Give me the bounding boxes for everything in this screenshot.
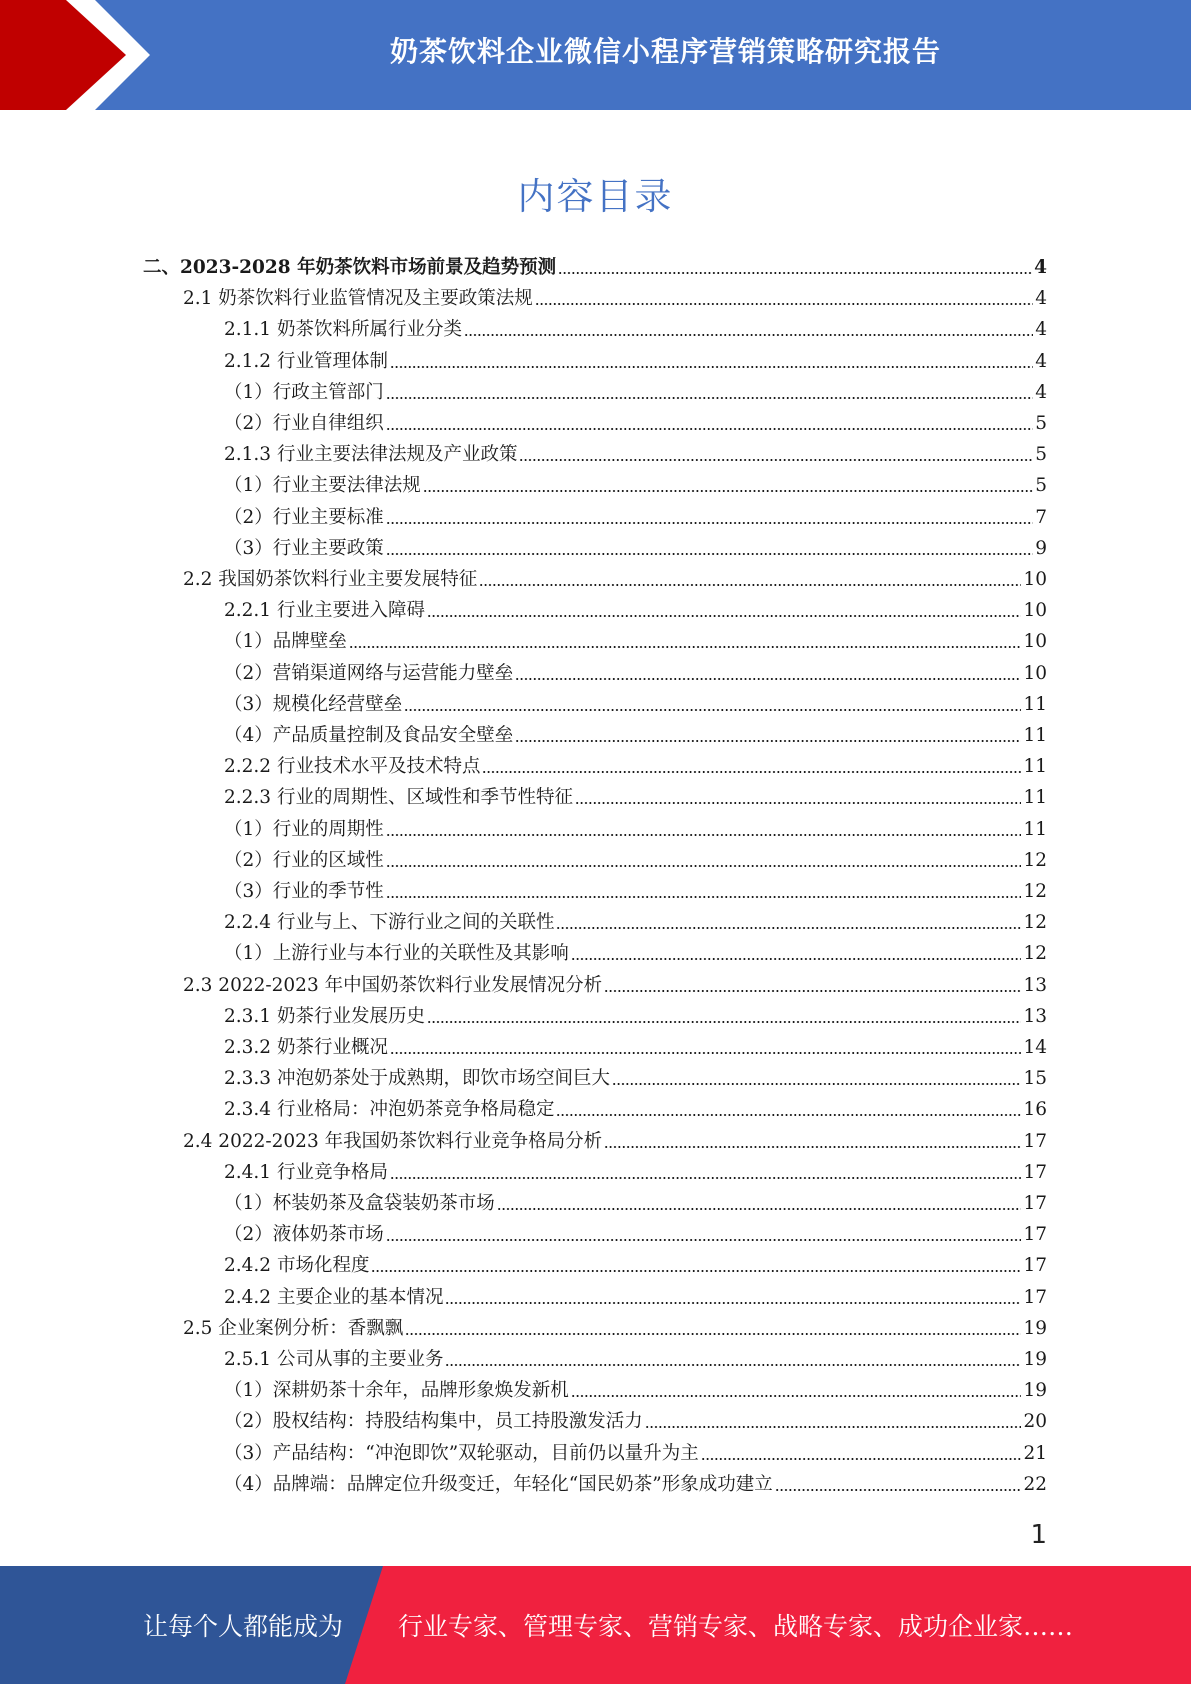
toc-entry[interactable]: [224, 1189, 1047, 1215]
toc-entry-title: 2.4.2 主要企业的基本情况: [224, 1286, 444, 1308]
toc-entry-page: 10: [1023, 600, 1047, 622]
toc-entry-page: 13: [1023, 974, 1047, 996]
toc-dot-leader: [558, 272, 1032, 274]
toc-entry[interactable]: [183, 565, 1047, 591]
toc-entry[interactable]: [224, 1376, 1047, 1402]
toc-entry-title: （3）产品结构：“冲泡即饮”双轮驱动，目前仍以量升为主: [224, 1442, 699, 1464]
toc-dot-leader: [427, 1021, 1021, 1023]
toc-dot-leader: [386, 397, 1033, 399]
toc-entry[interactable]: [183, 971, 1047, 997]
toc-entry-page: 11: [1023, 787, 1047, 809]
toc-entry[interactable]: [224, 1033, 1047, 1059]
toc-entry-title: （1）杯装奶茶及盒袋装奶茶市场: [224, 1193, 495, 1214]
toc-entry[interactable]: [224, 1002, 1047, 1028]
toc-entry[interactable]: [224, 659, 1047, 685]
toc-dot-leader: [701, 1458, 1022, 1460]
toc-entry-title: 二、2023-2028 年奶茶饮料市场前景及趋势预测: [143, 257, 557, 278]
toc-entry-page: 16: [1023, 1099, 1047, 1121]
toc-entry-page: 5: [1035, 413, 1047, 434]
toc-entry-title: （2）液体奶茶市场: [224, 1224, 384, 1246]
toc-entry-page: 10: [1023, 631, 1047, 653]
toc-entry-page: 19: [1023, 1349, 1047, 1370]
toc-dot-leader: [423, 490, 1033, 492]
toc-entry-title: （3）行业主要政策: [224, 537, 384, 559]
toc-entry-title: （2）营销渠道网络与运营能力壁垒: [224, 662, 514, 684]
toc-entry-title: （2）行业的区域性: [224, 849, 384, 871]
toc-entry-page: 13: [1023, 1005, 1047, 1027]
toc-entry-title: 2.2.3 行业的周期性、区域性和季节性特征: [224, 787, 573, 809]
toc-dot-leader: [390, 1177, 1021, 1179]
toc-entry-page: 14: [1023, 1037, 1047, 1058]
toc-entry-page: 19: [1023, 1317, 1047, 1339]
toc-entry-title: （4）品牌端：品牌定位升级变迁，年轻化“国民奶茶”形象成功建立: [224, 1473, 773, 1495]
toc-dot-leader: [386, 1239, 1022, 1241]
toc-entry-page: 22: [1023, 1473, 1047, 1495]
toc-entry-title: 2.5 企业案例分析：香飘飘: [183, 1317, 404, 1339]
toc-entry-title: 2.1 奶茶饮料行业监管情况及主要政策法规: [183, 288, 533, 310]
toc-entry-page: 17: [1023, 1161, 1047, 1183]
page-number: 1: [1030, 1520, 1047, 1550]
toc-entry-page: 9: [1035, 537, 1047, 559]
toc-entry-title: 2.2.4 行业与上、下游行业之间的关联性: [224, 912, 555, 934]
toc-entry-title: 2.2 我国奶茶饮料行业主要发展特征: [183, 569, 478, 590]
toc-entry-page: 10: [1023, 662, 1047, 684]
toc-entry[interactable]: [224, 690, 1047, 716]
toc-entry-title: （1）深耕奶茶十余年，品牌形象焕发新机: [224, 1380, 569, 1402]
toc-dot-leader: [482, 771, 1021, 773]
toc-dot-leader: [386, 865, 1022, 867]
toc-dot-leader: [386, 896, 1022, 898]
toc-dot-leader: [445, 1302, 1021, 1304]
toc-entry-page: 5: [1035, 444, 1047, 466]
toc-entry[interactable]: [224, 1345, 1047, 1371]
toc-entry-title: 2.1.3 行业主要法律法规及产业政策: [224, 444, 518, 466]
toc-entry-page: 12: [1023, 912, 1047, 934]
toc-entry-page: 17: [1023, 1224, 1047, 1246]
toc-dot-leader: [386, 834, 1022, 836]
toc-dot-leader: [405, 1333, 1021, 1335]
toc-dot-leader: [390, 1052, 1021, 1054]
toc-entry-title: 2.3 2022-2023 年中国奶茶饮料行业发展情况分析: [183, 974, 603, 996]
toc-entry-title: （1）品牌壁垒: [224, 631, 347, 653]
toc-entry[interactable]: [224, 1220, 1047, 1246]
toc-entry-title: 2.3.4 行业格局：冲泡奶茶竞争格局稳定: [224, 1099, 555, 1121]
toc-entry-title: 2.2.2 行业技术水平及技术特点: [224, 756, 481, 778]
toc-entry-title: 2.3.3 冲泡奶茶处于成熟期，即饮市场空间巨大: [224, 1068, 610, 1090]
toc-entry-title: （1）上游行业与本行业的关联性及其影响: [224, 943, 569, 965]
toc-entry[interactable]: [224, 1439, 1047, 1465]
toc-entry-page: 21: [1023, 1442, 1047, 1464]
toc-entry-title: 2.3.1 奶茶行业发展历史: [224, 1005, 425, 1027]
footer-band: [0, 1566, 1191, 1684]
toc-entry[interactable]: [224, 877, 1047, 903]
toc-entry[interactable]: [224, 409, 1047, 435]
toc-entry-title: 2.1.1 奶茶饮料所属行业分类: [224, 319, 462, 341]
toc-entry[interactable]: [224, 315, 1047, 341]
toc-entry-page: 20: [1023, 1411, 1047, 1433]
toc-dot-leader: [386, 553, 1033, 555]
toc-dot-leader: [571, 1395, 1022, 1397]
toc-entry-page: 19: [1023, 1380, 1047, 1402]
toc-entry[interactable]: [183, 1127, 1047, 1153]
toc-entry-page: 12: [1023, 943, 1047, 965]
toc-dot-leader: [556, 927, 1021, 929]
toc-entry-title: （1）行政主管部门: [224, 381, 384, 403]
toc-entry-page: 11: [1023, 725, 1047, 746]
toc-entry[interactable]: [224, 1158, 1047, 1184]
toc-entry[interactable]: [224, 1064, 1047, 1090]
toc-dot-leader: [371, 1270, 1021, 1272]
toc-dot-leader: [479, 584, 1021, 586]
toc-entry-title: （2）行业自律组织: [224, 413, 384, 434]
toc-dot-leader: [386, 522, 1033, 524]
toc-dot-leader: [612, 1083, 1021, 1085]
toc-dot-leader: [497, 1208, 1022, 1210]
header-band: [0, 0, 1191, 110]
toc-heading: 内容目录: [517, 175, 674, 218]
toc-entry-title: 2.4.1 行业竞争格局: [224, 1161, 388, 1183]
toc-dot-leader: [645, 1426, 1022, 1428]
toc-dot-leader: [464, 334, 1033, 336]
toc-entry-page: 5: [1035, 475, 1047, 497]
toc-entry-page: 4: [1035, 288, 1047, 310]
toc-dot-leader: [575, 802, 1021, 804]
toc-entry-title: 2.2.1 行业主要进入障碍: [224, 600, 425, 622]
toc-entry-page: 11: [1023, 693, 1047, 715]
toc-entry-page: 17: [1023, 1193, 1047, 1214]
toc-entry-page: 4: [1035, 319, 1047, 341]
toc-entry-page: 12: [1023, 849, 1047, 871]
toc-dot-leader: [515, 740, 1021, 742]
toc-entry[interactable]: [224, 815, 1047, 841]
toc-entry-title: （2）行业主要标准: [224, 506, 384, 528]
toc-dot-leader: [604, 1146, 1021, 1148]
toc-dot-leader: [519, 459, 1033, 461]
toc-entry[interactable]: [224, 1407, 1047, 1433]
toc-entry-title: （1）行业主要法律法规: [224, 475, 421, 497]
toc-entry[interactable]: [224, 378, 1047, 404]
toc-entry-page: 17: [1023, 1286, 1047, 1308]
toc-entry[interactable]: [224, 1283, 1047, 1309]
toc-entry[interactable]: [224, 347, 1047, 373]
toc-entry[interactable]: [143, 253, 1047, 279]
toc-entry-page: 10: [1023, 569, 1047, 590]
toc-entry-title: 2.1.2 行业管理体制: [224, 350, 388, 372]
toc-entry-page: 12: [1023, 881, 1047, 902]
toc-entry-title: 2.5.1 公司从事的主要业务: [224, 1349, 444, 1370]
toc-entry[interactable]: [224, 471, 1047, 497]
toc-entry[interactable]: [224, 534, 1047, 560]
toc-entry[interactable]: [224, 596, 1047, 622]
toc-entry-title: （1）行业的周期性: [224, 818, 384, 840]
toc-entry[interactable]: [224, 783, 1047, 809]
toc-entry[interactable]: [224, 1251, 1047, 1277]
toc-entry-title: （3）行业的季节性: [224, 881, 384, 902]
toc-entry[interactable]: [224, 503, 1047, 529]
toc-dot-leader: [427, 615, 1021, 617]
toc-dot-leader: [535, 303, 1033, 305]
toc-entry-page: 17: [1023, 1130, 1047, 1152]
toc-entry[interactable]: [224, 1470, 1047, 1496]
toc-dot-leader: [775, 1489, 1022, 1491]
toc-dot-leader: [515, 678, 1021, 680]
toc-entry-title: （4）产品质量控制及食品安全壁垒: [224, 725, 514, 746]
toc-entry-title: 2.4 2022-2023 年我国奶茶饮料行业竞争格局分析: [183, 1130, 603, 1152]
toc-dot-leader: [445, 1364, 1021, 1366]
toc-entry-page: 4: [1034, 257, 1047, 278]
toc-entry-page: 11: [1023, 818, 1047, 840]
toc-entry-title: （2）股权结构：持股结构集中，员工持股激发活力: [224, 1411, 643, 1433]
toc-entry[interactable]: [224, 846, 1047, 872]
toc-entry[interactable]: [224, 939, 1047, 965]
toc-entry[interactable]: [224, 721, 1047, 747]
header-arrow-icon: [0, 0, 160, 110]
toc-entry-title: 2.3.2 奶茶行业概况: [224, 1037, 388, 1058]
report-title: 奶茶饮料企业微信小程序营销策略研究报告: [389, 35, 941, 68]
toc-entry[interactable]: [224, 752, 1047, 778]
toc-dot-leader: [604, 990, 1021, 992]
toc-entry[interactable]: [183, 284, 1047, 310]
toc-dot-leader: [404, 709, 1021, 711]
toc-entry[interactable]: [183, 1314, 1047, 1340]
toc-entry-page: 17: [1023, 1255, 1047, 1277]
toc-dot-leader: [390, 366, 1033, 368]
toc-entry[interactable]: [224, 627, 1047, 653]
toc-dot-leader: [556, 1114, 1021, 1116]
toc-entry-page: 7: [1035, 506, 1047, 528]
footer-slogan: 让每个人都能成为: [143, 1612, 344, 1641]
toc-dot-leader: [386, 428, 1033, 430]
toc-dot-leader: [349, 646, 1022, 648]
toc-entry[interactable]: [224, 908, 1047, 934]
toc-entry-page: 15: [1023, 1068, 1047, 1090]
toc-entry-page: 11: [1023, 756, 1047, 778]
toc-entry[interactable]: [224, 1095, 1047, 1121]
toc-entry-page: 4: [1035, 381, 1047, 403]
toc-dot-leader: [571, 958, 1022, 960]
toc-entry-title: （3）规模化经营壁垒: [224, 693, 403, 715]
toc-entry-title: 2.4.2 市场化程度: [224, 1255, 370, 1277]
toc-entry-page: 4: [1035, 350, 1047, 372]
toc-entry[interactable]: [224, 440, 1047, 466]
footer-roles: 行业专家、管理专家、营销专家、战略专家、成功企业家……: [398, 1612, 1074, 1641]
